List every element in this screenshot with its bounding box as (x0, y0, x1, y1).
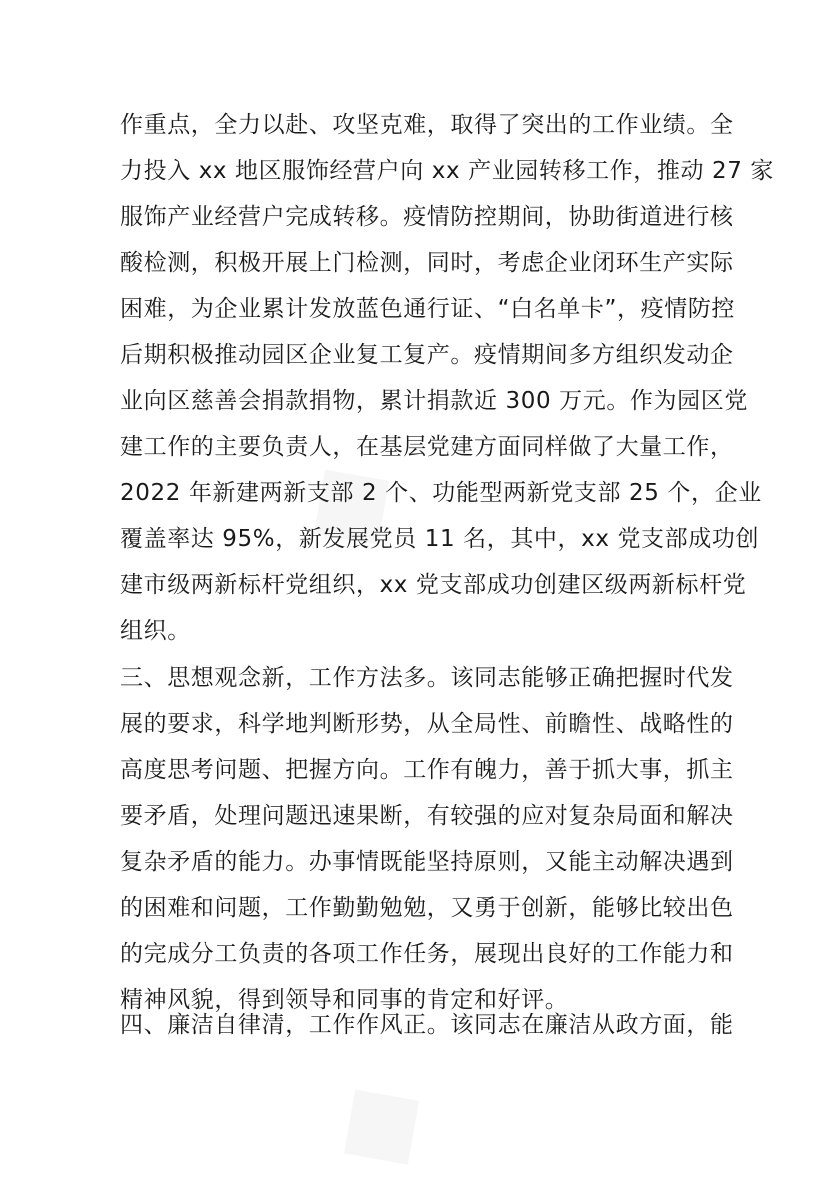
text-line: 组织。 (120, 618, 191, 644)
text-line: 展的要求，科学地判断形势，从全局性、前瞻性、战略性的 (120, 711, 734, 737)
text-line: 要矛盾，处理问题迅速果断，有较强的应对复杂局面和解决 (120, 803, 734, 829)
text-line: 服饰产业经营户完成转移。疫情防控期间，协助街道进行核 (120, 204, 734, 230)
text-line: 业向区慈善会捐款捐物，累计捐款近 300 万元。作为园区党 (120, 388, 748, 414)
paragraph-1 (120, 102, 774, 654)
text-line: 作重点，全力以赴、攻坚克难，取得了突出的工作业绩。全 (120, 112, 734, 138)
text-line: 覆盖率达 95%，新发展党员 11 名，其中，xx 党支部成功创 (120, 526, 760, 552)
text-line: 建市级两新标杆党组织，xx 党支部成功创建区级两新标杆党 (120, 572, 747, 598)
text-line: 高度思考问题、把握方向。工作有魄力，善于抓大事，抓主 (120, 757, 734, 783)
text-line: 困难，为企业累计发放蓝色通行证、“白名单卡”，疫情防控 (120, 296, 736, 322)
text-line: 精神风貌，得到领导和同事的肯定和好评。 (120, 987, 569, 1013)
text-line: 的困难和问题，工作勤勤勉勉，又勇于创新，能够比较出色 (120, 895, 734, 921)
text-line: 的完成分工负责的各项工作任务，展现出良好的工作能力和 (120, 941, 734, 967)
text-line: 后期积极推动园区企业复工复产。疫情期间多方组织发动企 (120, 342, 734, 368)
text-line: 建工作的主要负责人，在基层党建方面同样做了大量工作， (120, 434, 734, 460)
text-line: 酸检测，积极开展上门检测，同时，考虑企业闭环生产实际 (120, 250, 734, 276)
text-line: 四、廉洁自律清，工作作风正。该同志在廉洁从政方面，能 (120, 1012, 734, 1038)
text-line: 复杂矛盾的能力。办事情既能坚持原则，又能主动解决遇到 (120, 849, 734, 875)
text-line: 2022 年新建两新支部 2 个、功能型两新党支部 25 个，企业 (120, 480, 762, 506)
watermark (298, 1036, 453, 1203)
paragraph-3 (120, 1002, 734, 1048)
paragraph-2 (120, 655, 734, 1023)
text-line: 力投入 xx 地区服饰经营户向 xx 产业园转移工作，推动 27 家 (120, 158, 774, 184)
text-line: 三、思想观念新，工作方法多。该同志能够正确把握时代发 (120, 665, 734, 691)
